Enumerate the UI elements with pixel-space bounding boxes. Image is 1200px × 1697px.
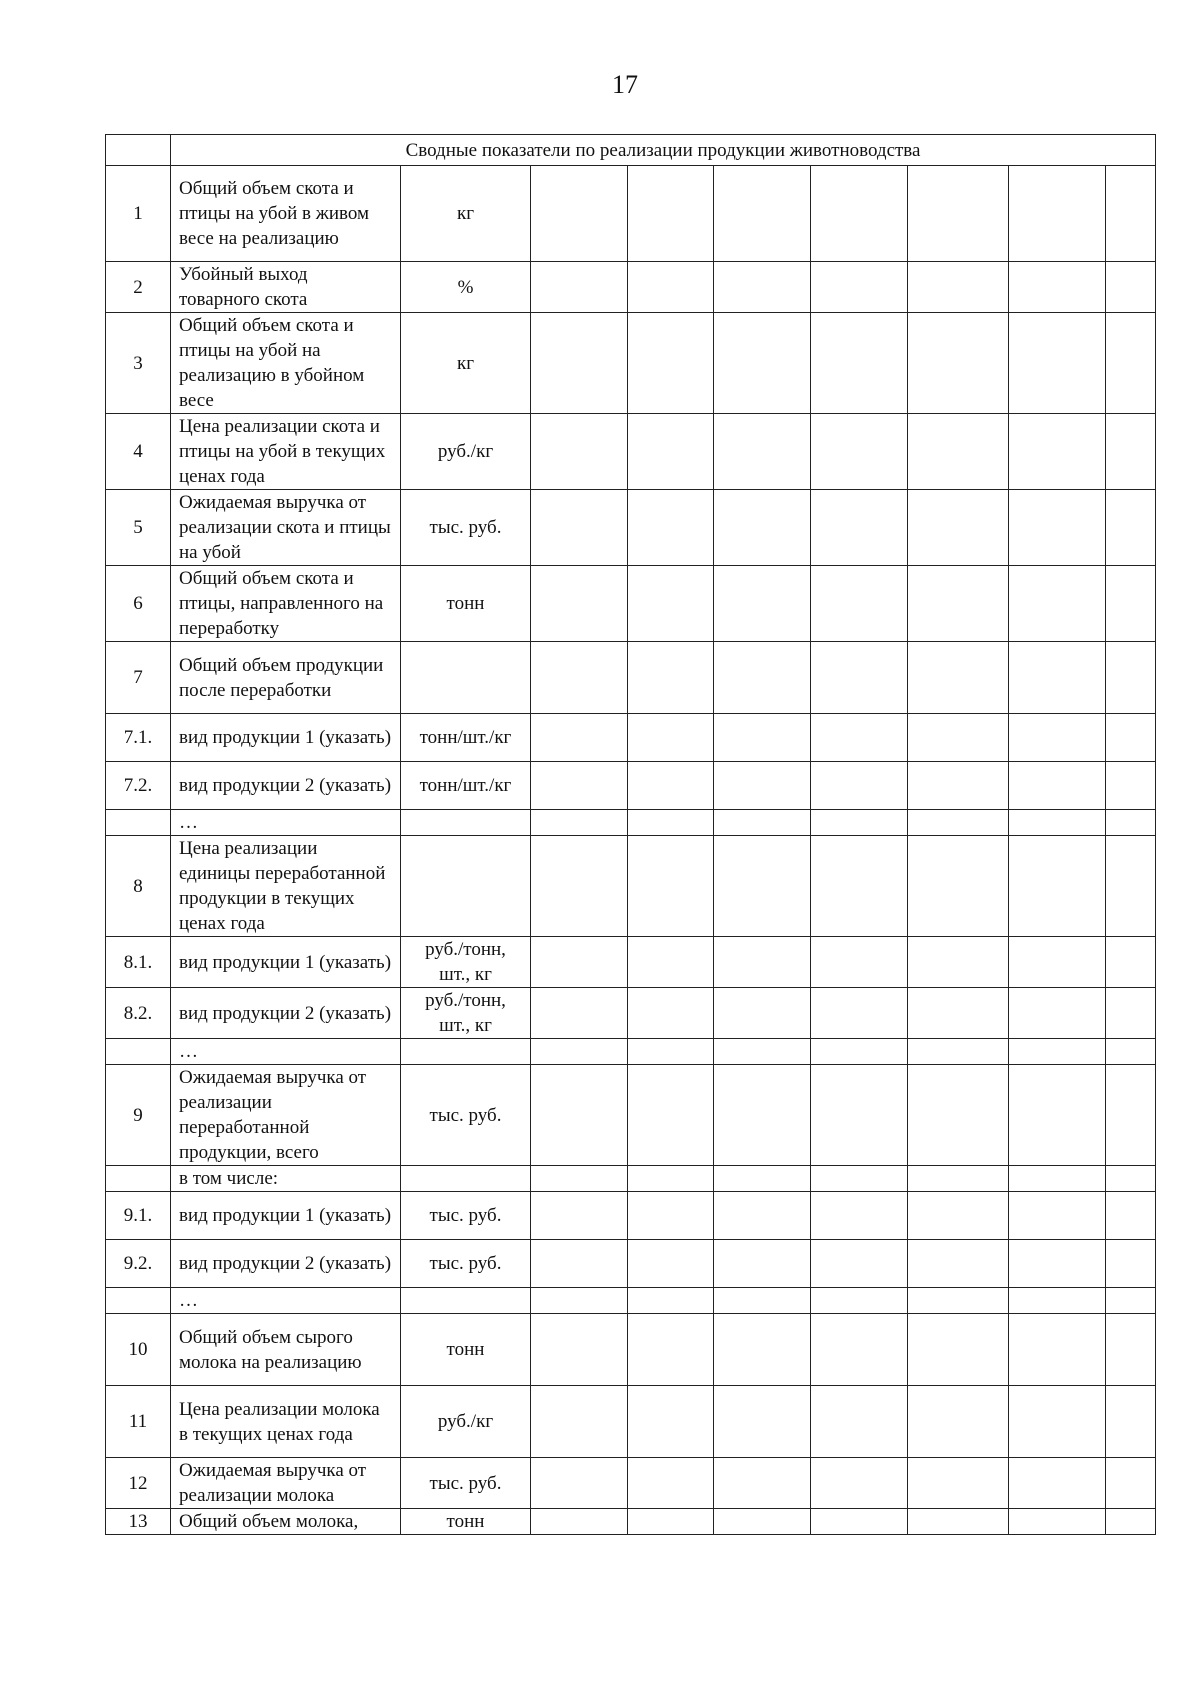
unit-of-measure: руб./кг <box>401 1386 531 1458</box>
unit-of-measure: тыс. руб. <box>401 490 531 566</box>
value-cell <box>1106 642 1156 714</box>
value-cell <box>714 988 811 1039</box>
value-cell <box>628 262 714 313</box>
unit-of-measure: руб./кг <box>401 414 531 490</box>
value-cell <box>531 937 628 988</box>
value-cell <box>531 1386 628 1458</box>
value-cell <box>628 937 714 988</box>
value-cell <box>1106 1386 1156 1458</box>
value-cell <box>714 1192 811 1240</box>
table-row <box>106 762 1156 810</box>
value-cell <box>1009 762 1106 810</box>
indicator-name: Цена реализации скота и птицы на убой в текущих ценах года <box>171 414 401 490</box>
value-cell <box>811 1166 908 1192</box>
value-cell <box>908 642 1009 714</box>
value-cell <box>531 1065 628 1166</box>
value-cell <box>811 313 908 414</box>
unit-of-measure: тонн/шт./кг <box>401 714 531 762</box>
value-cell <box>811 1039 908 1065</box>
value-cell <box>1009 1039 1106 1065</box>
unit-of-measure: руб./тонн, шт., кг <box>401 988 531 1039</box>
unit-of-measure: тыс. руб. <box>401 1192 531 1240</box>
value-cell <box>1106 714 1156 762</box>
value-cell <box>908 566 1009 642</box>
value-cell <box>1009 937 1106 988</box>
value-cell <box>1009 1065 1106 1166</box>
value-cell <box>908 1039 1009 1065</box>
value-cell <box>811 166 908 262</box>
indicator-name: Общий объем скота и птицы на убой в живом весе на реализацию <box>171 166 401 262</box>
value-cell <box>628 642 714 714</box>
value-cell <box>1009 262 1106 313</box>
value-cell <box>714 566 811 642</box>
indicator-name: Общий объем скота и птицы на убой на реализацию в убойном весе <box>171 313 401 414</box>
value-cell <box>1009 642 1106 714</box>
indicator-name: вид продукции 1 (указать) <box>171 714 401 762</box>
table-row <box>106 313 1156 414</box>
value-cell <box>1106 262 1156 313</box>
row-number: 6 <box>106 566 171 642</box>
value-cell <box>1106 566 1156 642</box>
value-cell <box>908 1458 1009 1509</box>
indicator-name: в том числе: <box>171 1166 401 1192</box>
value-cell <box>531 313 628 414</box>
value-cell <box>714 810 811 836</box>
value-cell <box>1106 1314 1156 1386</box>
indicator-name: Ожидаемая выручка от реализации скота и птицы на убой <box>171 490 401 566</box>
value-cell <box>1106 1039 1156 1065</box>
indicator-name: … <box>171 810 401 836</box>
value-cell <box>628 490 714 566</box>
value-cell <box>811 988 908 1039</box>
value-cell <box>811 1509 908 1535</box>
value-cell <box>811 1314 908 1386</box>
value-cell <box>628 988 714 1039</box>
table-row <box>106 836 1156 937</box>
table-row <box>106 1288 1156 1314</box>
row-number <box>106 1166 171 1192</box>
value-cell <box>811 642 908 714</box>
value-cell <box>714 414 811 490</box>
value-cell <box>908 1314 1009 1386</box>
value-cell <box>811 490 908 566</box>
value-cell <box>628 313 714 414</box>
indicator-name: Общий объем продукции после переработки <box>171 642 401 714</box>
table-row <box>106 937 1156 988</box>
value-cell <box>714 490 811 566</box>
value-cell <box>908 1166 1009 1192</box>
value-cell <box>714 1314 811 1386</box>
value-cell <box>1009 1240 1106 1288</box>
value-cell <box>628 762 714 810</box>
indicator-name: … <box>171 1039 401 1065</box>
row-number: 9.1. <box>106 1192 171 1240</box>
value-cell <box>628 714 714 762</box>
row-number: 4 <box>106 414 171 490</box>
value-cell <box>628 1314 714 1386</box>
unit-of-measure: руб./тонн, шт., кг <box>401 937 531 988</box>
table-row <box>106 1509 1156 1535</box>
table-title-row <box>106 135 1156 166</box>
indicator-name: Общий объем молока, <box>171 1509 401 1535</box>
value-cell <box>1106 988 1156 1039</box>
livestock-sales-table <box>105 134 1156 1535</box>
unit-of-measure <box>401 810 531 836</box>
row-number: 7.1. <box>106 714 171 762</box>
value-cell <box>1009 313 1106 414</box>
value-cell <box>531 1240 628 1288</box>
row-number: 13 <box>106 1509 171 1535</box>
value-cell <box>628 1039 714 1065</box>
value-cell <box>811 1192 908 1240</box>
value-cell <box>908 836 1009 937</box>
row-number: 3 <box>106 313 171 414</box>
value-cell <box>908 490 1009 566</box>
value-cell <box>811 714 908 762</box>
value-cell <box>908 1386 1009 1458</box>
indicator-name: вид продукции 2 (указать) <box>171 988 401 1039</box>
row-number: 7 <box>106 642 171 714</box>
value-cell <box>1106 937 1156 988</box>
value-cell <box>1009 1166 1106 1192</box>
row-number: 8.1. <box>106 937 171 988</box>
unit-of-measure: кг <box>401 166 531 262</box>
table-row <box>106 1192 1156 1240</box>
value-cell <box>811 566 908 642</box>
value-cell <box>714 1458 811 1509</box>
value-cell <box>1009 836 1106 937</box>
value-cell <box>714 642 811 714</box>
row-number: 8.2. <box>106 988 171 1039</box>
value-cell <box>811 762 908 810</box>
indicator-name: Ожидаемая выручка от реализации молока <box>171 1458 401 1509</box>
value-cell <box>908 988 1009 1039</box>
row-number: 9 <box>106 1065 171 1166</box>
unit-of-measure <box>401 1166 531 1192</box>
value-cell <box>628 166 714 262</box>
table-row <box>106 642 1156 714</box>
unit-of-measure: тонн <box>401 1314 531 1386</box>
row-number <box>106 1288 171 1314</box>
value-cell <box>1106 1240 1156 1288</box>
value-cell <box>714 1240 811 1288</box>
value-cell <box>531 1166 628 1192</box>
value-cell <box>714 1039 811 1065</box>
row-number: 8 <box>106 836 171 937</box>
value-cell <box>628 1192 714 1240</box>
unit-of-measure <box>401 642 531 714</box>
value-cell <box>628 1509 714 1535</box>
table-row <box>106 714 1156 762</box>
unit-of-measure: тонн <box>401 566 531 642</box>
table-title: Сводные показатели по реализации продукции животноводства <box>171 135 1156 166</box>
value-cell <box>628 1386 714 1458</box>
row-number: 1 <box>106 166 171 262</box>
value-cell <box>811 836 908 937</box>
value-cell <box>628 1288 714 1314</box>
unit-of-measure: % <box>401 262 531 313</box>
value-cell <box>531 1509 628 1535</box>
value-cell <box>531 490 628 566</box>
value-cell <box>628 566 714 642</box>
value-cell <box>1106 1065 1156 1166</box>
unit-of-measure <box>401 836 531 937</box>
value-cell <box>1009 1192 1106 1240</box>
value-cell <box>908 1240 1009 1288</box>
value-cell <box>1106 490 1156 566</box>
value-cell <box>1009 566 1106 642</box>
row-number <box>106 1039 171 1065</box>
value-cell <box>531 1288 628 1314</box>
page-number: 17 <box>612 70 638 99</box>
value-cell <box>1009 1288 1106 1314</box>
value-cell <box>811 1065 908 1166</box>
row-number <box>106 810 171 836</box>
table-row <box>106 262 1156 313</box>
row-number: 5 <box>106 490 171 566</box>
value-cell <box>811 810 908 836</box>
value-cell <box>628 810 714 836</box>
indicator-name: вид продукции 1 (указать) <box>171 1192 401 1240</box>
value-cell <box>1009 1458 1106 1509</box>
value-cell <box>531 988 628 1039</box>
value-cell <box>531 566 628 642</box>
table-row <box>106 810 1156 836</box>
value-cell <box>628 1240 714 1288</box>
row-number: 9.2. <box>106 1240 171 1288</box>
value-cell <box>531 642 628 714</box>
value-cell <box>1009 166 1106 262</box>
value-cell <box>628 836 714 937</box>
value-cell <box>811 1386 908 1458</box>
table-row <box>106 1240 1156 1288</box>
value-cell <box>908 1509 1009 1535</box>
value-cell <box>531 166 628 262</box>
indicator-name: Общий объем скота и птицы, направленного на переработку <box>171 566 401 642</box>
value-cell <box>908 262 1009 313</box>
value-cell <box>714 1509 811 1535</box>
table-row <box>106 414 1156 490</box>
value-cell <box>531 810 628 836</box>
indicator-name: Ожидаемая выручка от реализации переработанной продукции, всего <box>171 1065 401 1166</box>
value-cell <box>1009 414 1106 490</box>
value-cell <box>531 1458 628 1509</box>
value-cell <box>1009 1509 1106 1535</box>
value-cell <box>1009 714 1106 762</box>
value-cell <box>908 166 1009 262</box>
value-cell <box>811 1240 908 1288</box>
value-cell <box>811 262 908 313</box>
value-cell <box>714 262 811 313</box>
value-cell <box>714 1386 811 1458</box>
value-cell <box>714 762 811 810</box>
value-cell <box>1106 1288 1156 1314</box>
value-cell <box>714 1065 811 1166</box>
value-cell <box>531 762 628 810</box>
value-cell <box>531 836 628 937</box>
value-cell <box>908 762 1009 810</box>
unit-of-measure: тыс. руб. <box>401 1458 531 1509</box>
value-cell <box>714 166 811 262</box>
indicator-name: Убойный выход товарного скота <box>171 262 401 313</box>
value-cell <box>1106 1458 1156 1509</box>
value-cell <box>531 1314 628 1386</box>
value-cell <box>908 414 1009 490</box>
row-number: 2 <box>106 262 171 313</box>
value-cell <box>628 1166 714 1192</box>
indicator-name: вид продукции 2 (указать) <box>171 762 401 810</box>
value-cell <box>908 810 1009 836</box>
value-cell <box>908 313 1009 414</box>
unit-of-measure: тыс. руб. <box>401 1065 531 1166</box>
value-cell <box>1106 313 1156 414</box>
indicator-name: Цена реализации молока в текущих ценах года <box>171 1386 401 1458</box>
table-row <box>106 566 1156 642</box>
value-cell <box>628 414 714 490</box>
indicator-name: вид продукции 2 (указать) <box>171 1240 401 1288</box>
value-cell <box>1009 1314 1106 1386</box>
value-cell <box>1106 836 1156 937</box>
value-cell <box>1106 762 1156 810</box>
table-row <box>106 1314 1156 1386</box>
table-row <box>106 1386 1156 1458</box>
value-cell <box>1009 988 1106 1039</box>
value-cell <box>531 1192 628 1240</box>
value-cell <box>1009 810 1106 836</box>
row-number: 10 <box>106 1314 171 1386</box>
value-cell <box>714 714 811 762</box>
row-number: 11 <box>106 1386 171 1458</box>
value-cell <box>714 1288 811 1314</box>
table-row <box>106 166 1156 262</box>
table-row <box>106 988 1156 1039</box>
value-cell <box>811 414 908 490</box>
value-cell <box>908 1288 1009 1314</box>
value-cell <box>531 1039 628 1065</box>
unit-of-measure <box>401 1039 531 1065</box>
value-cell <box>1106 166 1156 262</box>
table-row <box>106 1065 1156 1166</box>
indicator-name: Общий объем сырого молока на реализацию <box>171 1314 401 1386</box>
value-cell <box>714 1166 811 1192</box>
unit-of-measure: тонн/шт./кг <box>401 762 531 810</box>
value-cell <box>908 1065 1009 1166</box>
indicator-name: вид продукции 1 (указать) <box>171 937 401 988</box>
value-cell <box>908 714 1009 762</box>
table-row <box>106 1458 1156 1509</box>
table-row <box>106 1039 1156 1065</box>
value-cell <box>1106 1509 1156 1535</box>
indicator-name: Цена реализации единицы переработанной продукции в текущих ценах года <box>171 836 401 937</box>
value-cell <box>1009 1386 1106 1458</box>
value-cell <box>1106 1166 1156 1192</box>
value-cell <box>908 1192 1009 1240</box>
value-cell <box>1106 414 1156 490</box>
value-cell <box>628 1458 714 1509</box>
value-cell <box>531 262 628 313</box>
corner-cell <box>106 135 171 166</box>
value-cell <box>811 1458 908 1509</box>
value-cell <box>714 937 811 988</box>
unit-of-measure: тыс. руб. <box>401 1240 531 1288</box>
table-row <box>106 1166 1156 1192</box>
unit-of-measure: тонн <box>401 1509 531 1535</box>
value-cell <box>714 836 811 937</box>
row-number: 12 <box>106 1458 171 1509</box>
value-cell <box>714 313 811 414</box>
value-cell <box>1009 490 1106 566</box>
indicator-name: … <box>171 1288 401 1314</box>
value-cell <box>811 1288 908 1314</box>
table-row <box>106 490 1156 566</box>
value-cell <box>531 414 628 490</box>
row-number: 7.2. <box>106 762 171 810</box>
value-cell <box>811 937 908 988</box>
value-cell <box>628 1065 714 1166</box>
unit-of-measure <box>401 1288 531 1314</box>
value-cell <box>531 714 628 762</box>
value-cell <box>1106 1192 1156 1240</box>
unit-of-measure: кг <box>401 313 531 414</box>
value-cell <box>1106 810 1156 836</box>
value-cell <box>908 937 1009 988</box>
